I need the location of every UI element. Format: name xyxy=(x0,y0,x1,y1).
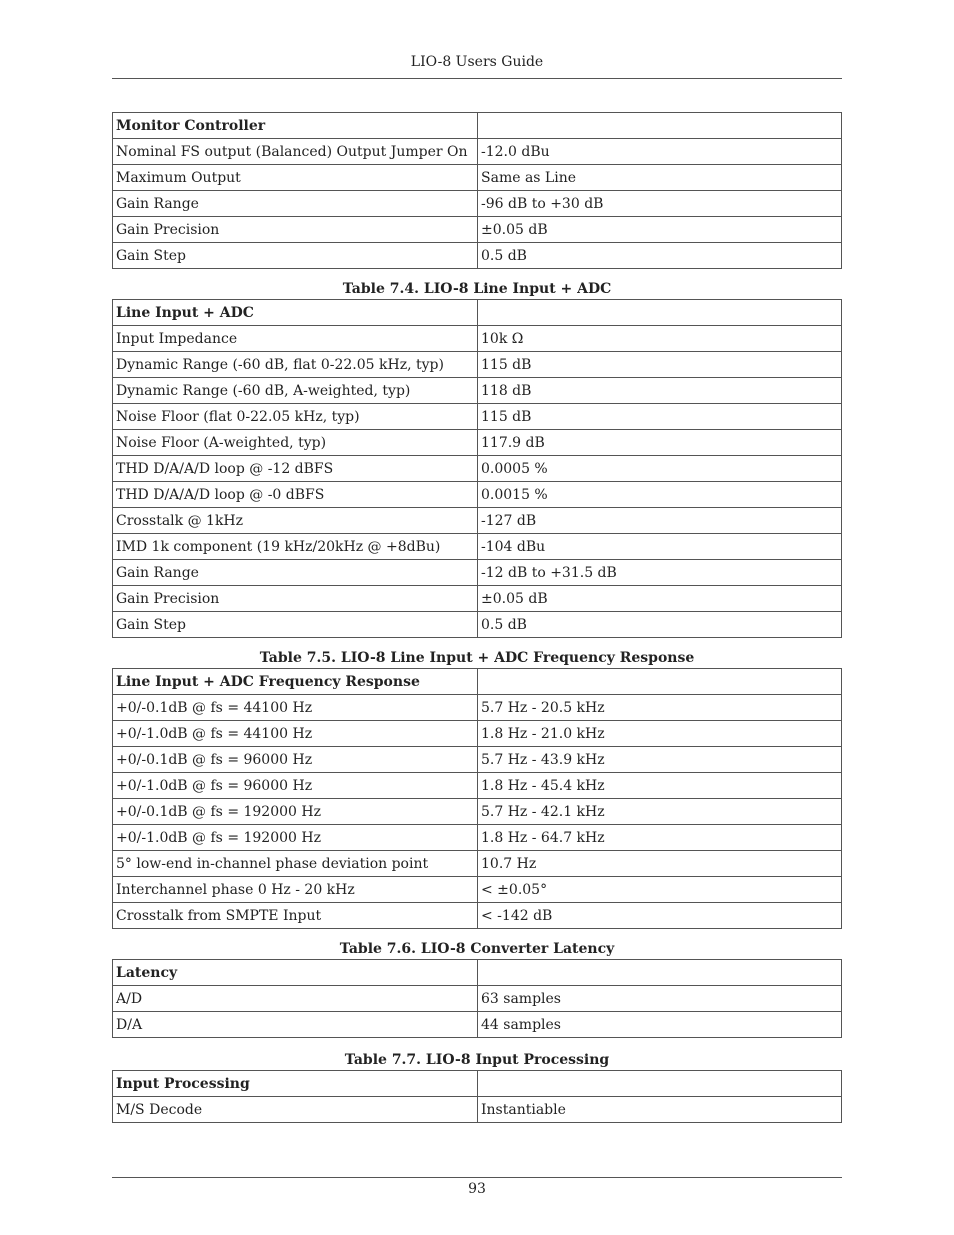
parameter-cell: 5° low-end in-channel phase deviation point xyxy=(113,851,478,877)
value-cell: 10.7 Hz xyxy=(478,851,842,877)
value-cell: 1.8 Hz - 45.4 kHz xyxy=(478,773,842,799)
value-cell: -104 dBu xyxy=(478,534,842,560)
table-row xyxy=(113,773,842,799)
table-heading: Input Processing xyxy=(113,1071,478,1097)
table-row xyxy=(113,191,842,217)
parameter-cell: Dynamic Range (-60 dB, flat 0-22.05 kHz, typ) xyxy=(113,352,478,378)
parameter-cell: Gain Range xyxy=(113,191,478,217)
value-cell: < -142 dB xyxy=(478,903,842,929)
table-row xyxy=(113,903,842,929)
parameter-cell: Gain Step xyxy=(113,243,478,269)
value-cell: -12 dB to +31.5 dB xyxy=(478,560,842,586)
table-heading-row xyxy=(113,113,842,139)
parameter-cell: +0/-0.1dB @ fs = 192000 Hz xyxy=(113,799,478,825)
table-heading: Line Input + ADC Frequency Response xyxy=(113,669,478,695)
value-cell: ±0.05 dB xyxy=(478,217,842,243)
parameter-cell: +0/-1.0dB @ fs = 44100 Hz xyxy=(113,721,478,747)
value-cell: -127 dB xyxy=(478,508,842,534)
parameter-cell: M/S Decode xyxy=(113,1097,478,1123)
table-row xyxy=(113,586,842,612)
spec-table-section xyxy=(112,112,842,269)
table-row xyxy=(113,721,842,747)
table-row xyxy=(113,851,842,877)
table-row xyxy=(113,877,842,903)
spec-table xyxy=(112,959,842,1038)
table-caption: Table 7.6. LIO-8 Converter Latency xyxy=(339,941,615,957)
parameter-cell: +0/-1.0dB @ fs = 96000 Hz xyxy=(113,773,478,799)
value-cell: 5.7 Hz - 43.9 kHz xyxy=(478,747,842,773)
table-row xyxy=(113,326,842,352)
table-row xyxy=(113,1012,842,1038)
table-row xyxy=(113,534,842,560)
parameter-cell: +0/-0.1dB @ fs = 44100 Hz xyxy=(113,695,478,721)
table-row xyxy=(113,986,842,1012)
table-row xyxy=(113,430,842,456)
parameter-cell: Crosstalk @ 1kHz xyxy=(113,508,478,534)
value-cell: 44 samples xyxy=(478,1012,842,1038)
value-cell: 0.5 dB xyxy=(478,612,842,638)
parameter-cell: Gain Precision xyxy=(113,217,478,243)
parameter-cell: Noise Floor (A-weighted, typ) xyxy=(113,430,478,456)
table-heading-row xyxy=(113,300,842,326)
footer-rule xyxy=(112,1177,842,1178)
value-cell: 117.9 dB xyxy=(478,430,842,456)
value-cell: 115 dB xyxy=(478,352,842,378)
parameter-cell: Gain Range xyxy=(113,560,478,586)
table-caption: Table 7.5. LIO-8 Line Input + ADC Frequency Response xyxy=(259,650,695,666)
table-row xyxy=(113,352,842,378)
table-row xyxy=(113,825,842,851)
value-cell: 1.8 Hz - 21.0 kHz xyxy=(478,721,842,747)
table-heading: Monitor Controller xyxy=(113,113,478,139)
spec-table xyxy=(112,299,842,638)
table-heading-row xyxy=(113,669,842,695)
value-cell: 0.5 dB xyxy=(478,243,842,269)
parameter-cell: A/D xyxy=(113,986,478,1012)
parameter-cell: Nominal FS output (Balanced) Output Jumper On xyxy=(113,139,478,165)
spec-table-section xyxy=(112,1050,842,1123)
value-cell: -96 dB to +30 dB xyxy=(478,191,842,217)
value-cell: 63 samples xyxy=(478,986,842,1012)
value-cell: 10k Ω xyxy=(478,326,842,352)
page-header: LIO-8 Users Guide xyxy=(410,54,544,70)
spec-table-section xyxy=(112,939,842,1038)
parameter-cell: Maximum Output xyxy=(113,165,478,191)
value-cell: 118 dB xyxy=(478,378,842,404)
value-cell: 5.7 Hz - 42.1 kHz xyxy=(478,799,842,825)
table-row xyxy=(113,508,842,534)
spec-table xyxy=(112,668,842,929)
table-heading-row xyxy=(113,1071,842,1097)
table-row xyxy=(113,217,842,243)
table-row xyxy=(113,560,842,586)
parameter-cell: Interchannel phase 0 Hz - 20 kHz xyxy=(113,877,478,903)
table-row xyxy=(113,243,842,269)
parameter-cell: THD D/A/A/D loop @ -12 dBFS xyxy=(113,456,478,482)
table-heading: Line Input + ADC xyxy=(113,300,478,326)
value-cell: 1.8 Hz - 64.7 kHz xyxy=(478,825,842,851)
table-caption: Table 7.7. LIO-8 Input Processing xyxy=(344,1052,610,1068)
table-row xyxy=(113,612,842,638)
table-row xyxy=(113,695,842,721)
spec-table xyxy=(112,112,842,269)
parameter-cell: D/A xyxy=(113,1012,478,1038)
value-cell: Instantiable xyxy=(478,1097,842,1123)
page-number: 93 xyxy=(468,1181,486,1197)
parameter-cell: Input Impedance xyxy=(113,326,478,352)
value-cell: ±0.05 dB xyxy=(478,586,842,612)
table-row xyxy=(113,1097,842,1123)
parameter-cell: Noise Floor (flat 0-22.05 kHz, typ) xyxy=(113,404,478,430)
value-cell: -12.0 dBu xyxy=(478,139,842,165)
table-heading-empty-cell xyxy=(478,960,842,986)
table-heading-empty-cell xyxy=(478,300,842,326)
parameter-cell: Crosstalk from SMPTE Input xyxy=(113,903,478,929)
parameter-cell: THD D/A/A/D loop @ -0 dBFS xyxy=(113,482,478,508)
table-row xyxy=(113,456,842,482)
parameter-cell: Gain Step xyxy=(113,612,478,638)
header-rule xyxy=(112,78,842,79)
parameter-cell: +0/-1.0dB @ fs = 192000 Hz xyxy=(113,825,478,851)
spec-table-section xyxy=(112,648,842,929)
table-heading: Latency xyxy=(113,960,478,986)
parameter-cell: +0/-0.1dB @ fs = 96000 Hz xyxy=(113,747,478,773)
value-cell: 115 dB xyxy=(478,404,842,430)
table-caption: Table 7.4. LIO-8 Line Input + ADC xyxy=(342,281,612,297)
table-row xyxy=(113,404,842,430)
table-row xyxy=(113,747,842,773)
table-row xyxy=(113,799,842,825)
spec-table xyxy=(112,1070,842,1123)
table-row xyxy=(113,378,842,404)
table-heading-empty-cell xyxy=(478,113,842,139)
parameter-cell: Gain Precision xyxy=(113,586,478,612)
value-cell: 5.7 Hz - 20.5 kHz xyxy=(478,695,842,721)
value-cell: Same as Line xyxy=(478,165,842,191)
table-heading-empty-cell xyxy=(478,669,842,695)
table-heading-row xyxy=(113,960,842,986)
table-heading-empty-cell xyxy=(478,1071,842,1097)
table-row xyxy=(113,165,842,191)
value-cell: < ±0.05° xyxy=(478,877,842,903)
parameter-cell: IMD 1k component (19 kHz/20kHz @ +8dBu) xyxy=(113,534,478,560)
value-cell: 0.0015 % xyxy=(478,482,842,508)
table-row xyxy=(113,139,842,165)
spec-table-section xyxy=(112,279,842,638)
parameter-cell: Dynamic Range (-60 dB, A-weighted, typ) xyxy=(113,378,478,404)
table-row xyxy=(113,482,842,508)
value-cell: 0.0005 % xyxy=(478,456,842,482)
